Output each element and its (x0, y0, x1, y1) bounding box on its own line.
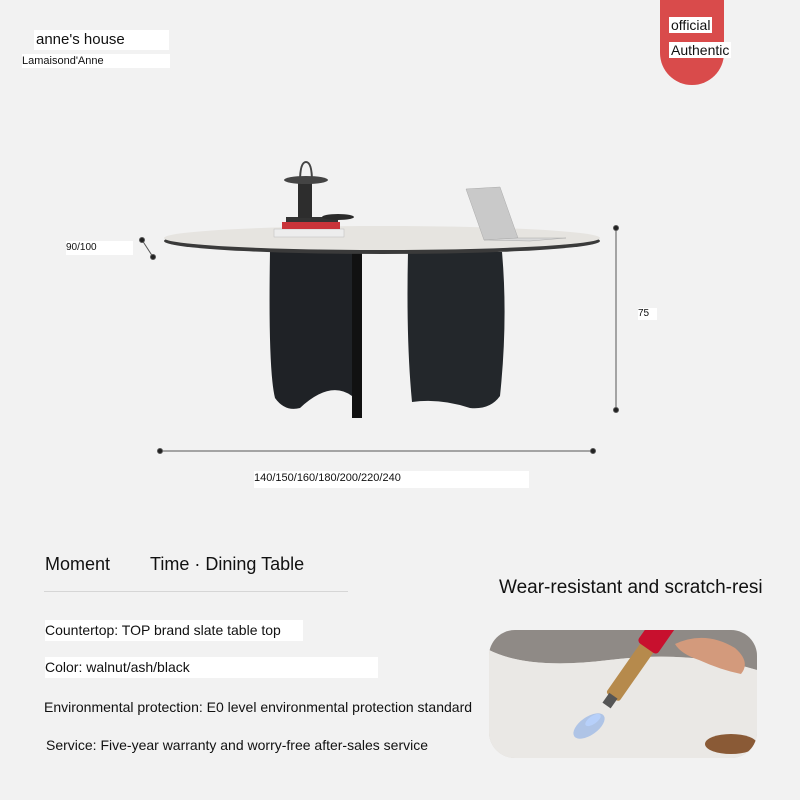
table-legs (270, 250, 505, 418)
spec-environmental: Environmental protection: E0 level environmental protection standard (44, 699, 473, 715)
dimension-lines (140, 226, 619, 454)
spec-service: Service: Five-year warranty and worry-free after-sales service (46, 737, 429, 753)
spec-color: Color: walnut/ash/black (45, 657, 378, 678)
length-dimension-label: 140/150/160/180/200/220/240 (254, 471, 529, 488)
width-dimension-label: 90/100 (66, 241, 133, 255)
brand-name: anne's house (34, 30, 169, 50)
badge-official-label: official (671, 17, 711, 33)
badge-authentic-label: Authentic (671, 42, 730, 58)
title-divider (44, 591, 348, 592)
spec-countertop: Countertop: TOP brand slate table top (45, 620, 303, 641)
product-title (45, 554, 304, 575)
product-title-left: Moment (45, 554, 111, 574)
feature-heading: Wear-resistant and scratch-resi (499, 577, 763, 598)
brand-subtitle: Lamaisond'Anne (22, 54, 170, 68)
height-dimension-label: 75 (638, 308, 657, 320)
scratch-test-photo (489, 630, 757, 758)
product-title-right: Time · Dining Table (150, 554, 305, 574)
table-decor (274, 162, 354, 237)
